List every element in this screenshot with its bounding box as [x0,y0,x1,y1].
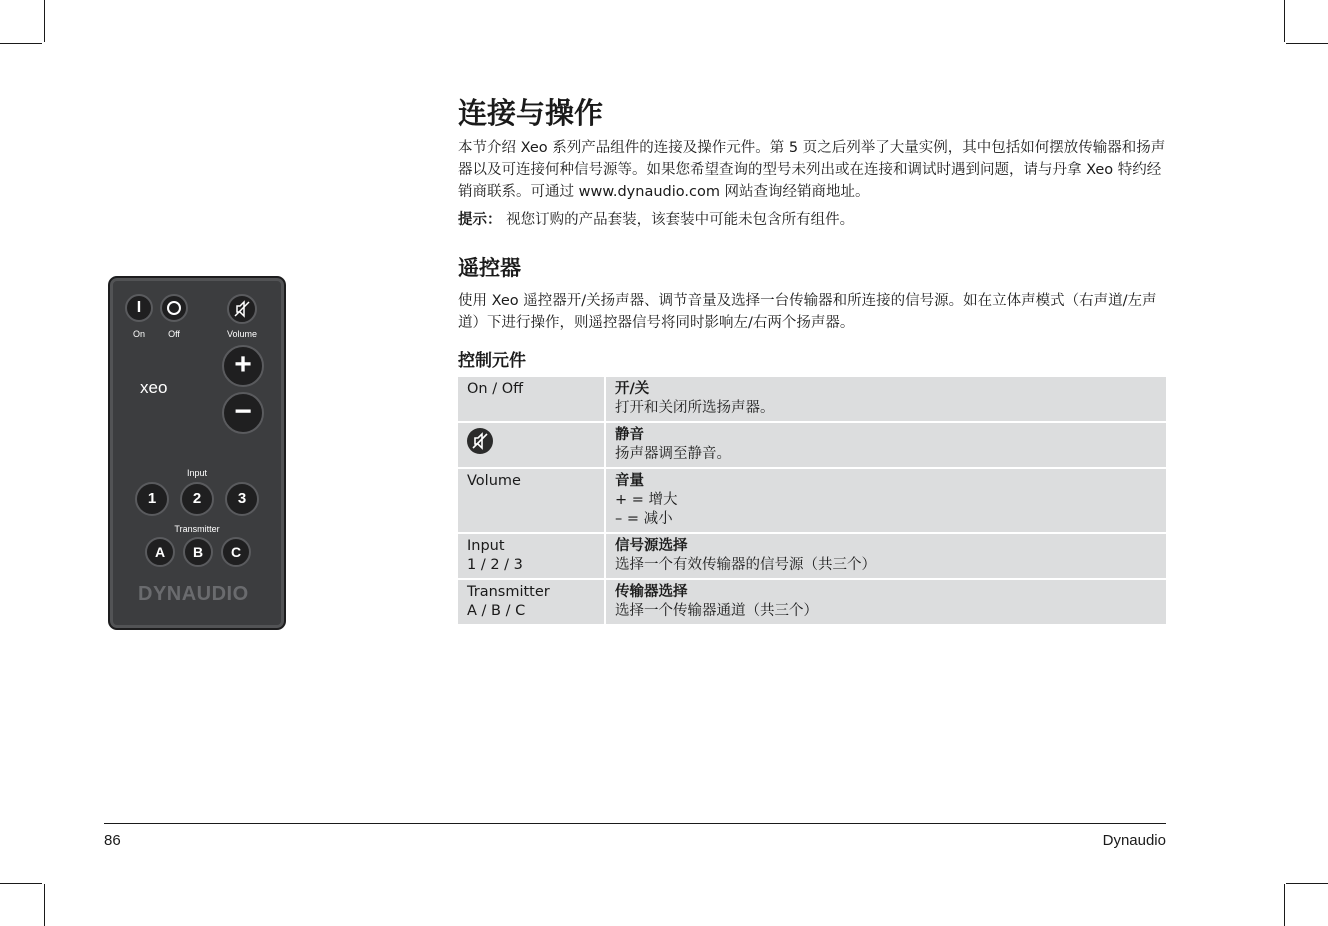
minus-icon: − [234,395,252,428]
remote-heading: 遥控器 [458,256,521,280]
crop-mark [1286,43,1328,44]
page-title: 连接与操作 [458,96,604,130]
crop-mark [44,884,45,926]
control-name: Volume [458,469,606,532]
crop-mark [1284,0,1285,42]
xeo-logo: xeo [140,378,168,397]
input-2-label: 2 [192,490,202,507]
on-button [125,294,153,322]
control-description [606,534,1166,578]
input-3-label: 3 [237,490,247,507]
main-content [458,95,1166,374]
table-row [458,377,1166,421]
on-symbol: I [136,299,142,316]
on-label: On [132,329,145,339]
mute-button [227,294,257,324]
control-description [606,580,1166,624]
controls-heading: 控制元件 [458,351,526,371]
control-description [606,377,1166,421]
transmitter-c-label: C [230,544,242,560]
page-number: 86 [104,832,121,849]
remote-description: 使用 Xeo 遥控器开/关扬声器、调节音量及选择一台传输器和所连接的信号源。如在立体声模式（右声道/左声道）下进行操作，则遥控器信号将同时影响左/右两个扬声器。 [458,293,1157,331]
tip-label: 提示： [458,212,502,228]
control-title: 信号源选择 [615,538,688,554]
control-text-plus: + = 增大 [615,492,678,508]
crop-mark [44,0,45,42]
control-description [606,423,1166,467]
control-name-line2: A / B / C [467,603,526,619]
transmitter-a-button [145,537,175,567]
transmitter-c-button [221,537,251,567]
volume-up-button [222,345,264,387]
control-text: 打开和关闭所选扬声器。 [615,400,775,416]
input-1-label: 1 [147,490,157,507]
crop-mark [0,43,42,44]
control-name-line1: Transmitter [467,584,550,600]
transmitter-label: Transmitter [174,524,220,534]
control-name [458,423,606,467]
transmitter-b-label: B [192,544,204,560]
control-text: 选择一个有效传输器的信号源（共三个） [615,557,876,573]
control-text: 扬声器调至静音。 [615,446,731,462]
control-description [606,469,1166,532]
input-label: Input [186,468,208,478]
control-text-minus: – = 减小 [615,511,673,527]
mute-icon [467,428,493,454]
transmitter-b-button [183,537,213,567]
table-row [458,534,1166,578]
input-2-button [180,482,214,516]
control-name-line2: 1 / 2 / 3 [467,557,523,573]
crop-mark [0,883,42,884]
plus-icon: + [234,348,252,381]
intro-paragraph: 本节介绍 Xeo 系列产品组件的连接及操作元件。第 5 页之后列举了大量实例，其中包括如何摆放传输器和扬声器以及可连接何种信号源等。如果您希望查询的型号未列出或在连接和调试时遇到问题，请与丹拿 Xeo 特约经销商联系。可通过 www.dynaudio.com 网站查询经销商地址。 [458,140,1166,200]
control-text: 选择一个传输器通道（共三个） [615,603,818,619]
control-name [458,534,606,578]
off-button [160,294,188,322]
control-title: 音量 [615,473,644,489]
control-title: 传输器选择 [615,584,688,600]
input-3-button [225,482,259,516]
control-title: 开/关 [615,381,650,397]
tip-paragraph [458,209,1166,231]
control-name: On / Off [458,377,606,421]
mute-icon [229,296,255,322]
control-title: 静音 [615,427,644,443]
transmitter-a-label: A [154,544,166,560]
table-row [458,580,1166,624]
controls-table [458,375,1166,626]
off-label: Off [168,329,180,339]
volume-label: Volume [226,329,258,339]
dynaudio-logo: DYNAUDIO [138,583,249,605]
table-row [458,469,1166,532]
table-row [458,423,1166,467]
off-icon [162,296,186,320]
control-name-line1: Input [467,538,505,554]
remote-control-illustration [108,276,286,630]
volume-down-button [222,392,264,434]
footer-divider [104,823,1166,824]
crop-mark [1286,883,1328,884]
footer-brand: Dynaudio [1102,832,1166,849]
crop-mark [1284,884,1285,926]
control-name [458,580,606,624]
input-1-button [135,482,169,516]
tip-text: 视您订购的产品套装，该套装中可能未包含所有组件。 [506,212,855,228]
